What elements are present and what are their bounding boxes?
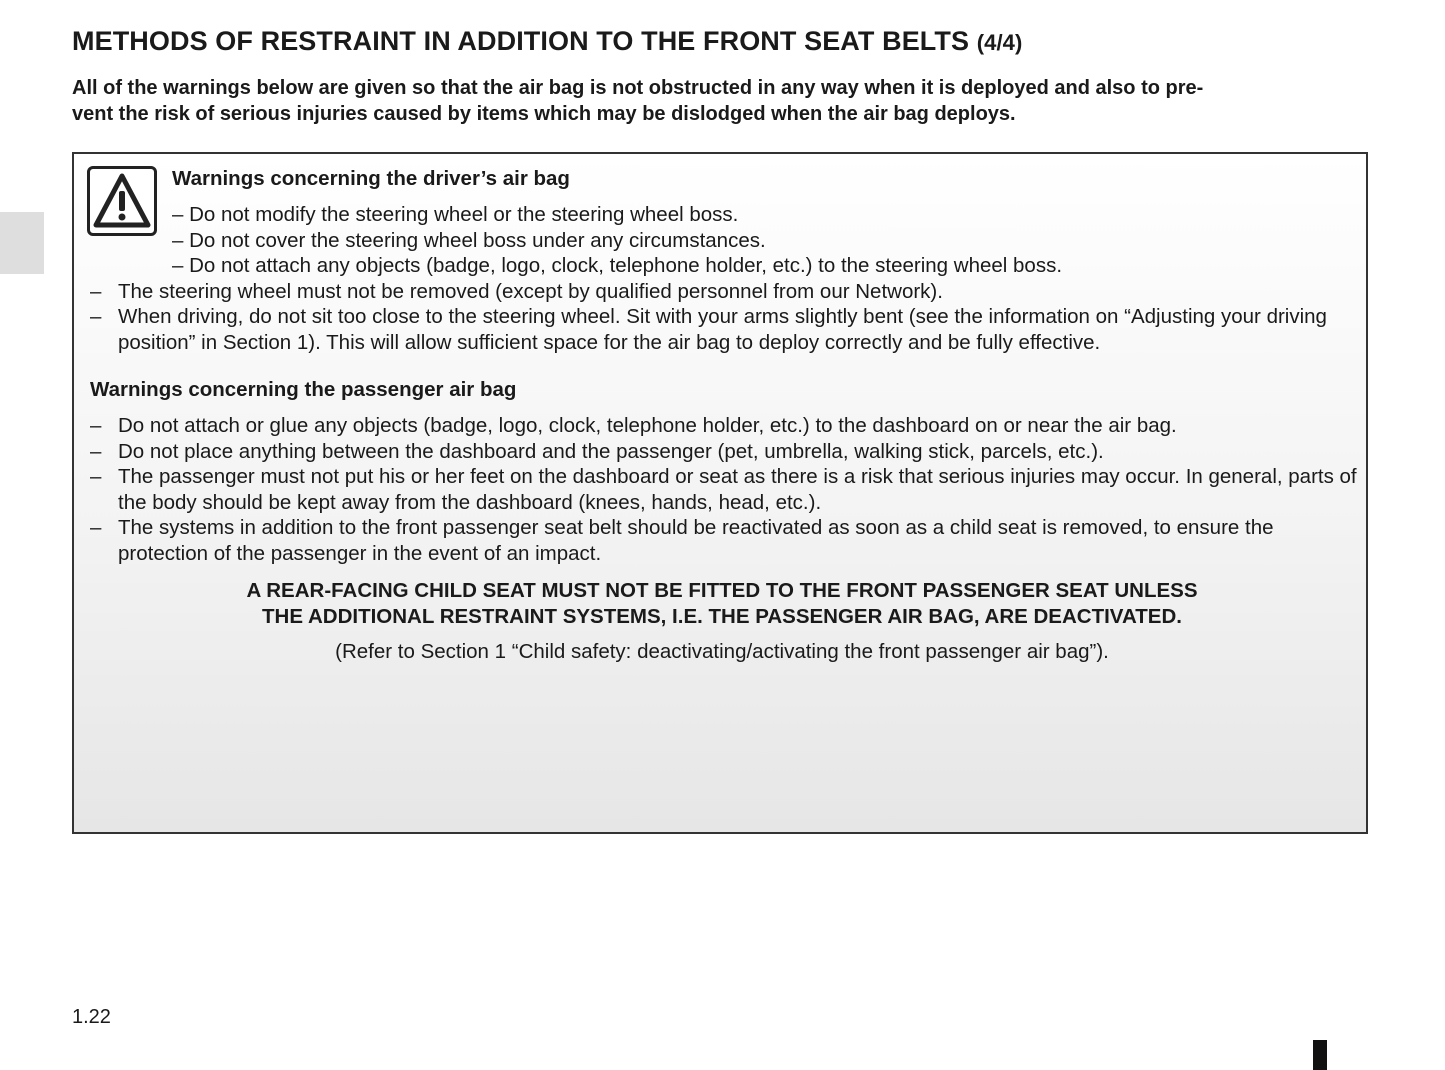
dash-marker: –: [90, 516, 102, 539]
dash-marker: –: [90, 280, 102, 303]
child-seat-warning-line-1: A REAR-FACING CHILD SEAT MUST NOT BE FITTED TO THE FRONT PASSENGER SEAT UNLESS: [246, 579, 1198, 602]
warning-triangle-icon: [87, 166, 157, 236]
passenger-item-2-text: Do not place anything between the dashboard and the passenger (pet, umbrella, walking stick, parcels, etc.).: [118, 440, 1104, 463]
page-title: [72, 26, 1022, 57]
dash-marker: –: [90, 305, 102, 328]
passenger-airbag-heading: Warnings concerning the passenger air bag: [90, 378, 517, 401]
section-thumb-tab: [0, 212, 44, 274]
intro-line-1: All of the warnings below are given so that the air bag is not obstructed in any way when it is deployed and also to pre-: [72, 77, 1204, 99]
driver-item-1: – Do not modify the steering wheel or the steering wheel boss.: [172, 203, 739, 226]
driver-item-2: – Do not cover the steering wheel boss under any circumstances.: [172, 229, 766, 252]
driver-item-3: – Do not attach any objects (badge, logo, clock, telephone holder, etc.) to the steering wheel boss.: [172, 254, 1063, 277]
intro-line-2: vent the risk of serious injuries caused by items which may be dislodged when the air bag deploys.: [72, 102, 1016, 125]
dash-marker: –: [90, 465, 102, 488]
page-title-text: METHODS OF RESTRAINT IN ADDITION TO THE FRONT SEAT BELTS: [72, 26, 970, 56]
intro-paragraph: [72, 76, 1382, 127]
warning-box: [72, 152, 1368, 834]
page-part-indicator: (4/4): [976, 30, 1023, 55]
driver-note-2-text: When driving, do not sit too close to the steering wheel. Sit with your arms slightly bent (see the information on “Adjusting your driving position” in Section 1). This will allow sufficient space for the air bag to deploy correctly and be fully effective.: [118, 305, 1327, 354]
child-seat-warning-line-2: THE ADDITIONAL RESTRAINT SYSTEMS, I.E. THE PASSENGER AIR BAG, ARE DEACTIVATED.: [262, 604, 1182, 628]
passenger-item-2: [90, 439, 1360, 465]
passenger-item-4-text: The systems in addition to the front passenger seat belt should be reactivated as soon as a child seat is removed, to ensure the protection of the passenger in the event of an impact.: [118, 516, 1274, 565]
section-reference-note: (Refer to Section 1 “Child safety: deactivating/activating the front passenger air bag”).: [335, 640, 1109, 663]
passenger-item-4: [90, 515, 1360, 566]
page-number: 1.22: [72, 1006, 111, 1028]
passenger-item-3: [90, 464, 1360, 515]
dash-marker: –: [90, 414, 102, 437]
dash-marker: –: [90, 440, 102, 463]
driver-note-1-text: The steering wheel must not be removed (except by qualified personnel from our Network).: [118, 280, 943, 303]
driver-note-2: [90, 304, 1360, 355]
passenger-item-1: [90, 413, 1360, 439]
page-corner-mark: [1313, 1040, 1327, 1070]
child-seat-warning: [74, 578, 1370, 629]
passenger-item-3-text: The passenger must not put his or her feet on the dashboard or seat as there is a risk that serious injuries may occur. In general, parts of the body should be kept away from the dashboard (knees, hands, head, etc.).: [118, 465, 1357, 514]
driver-airbag-heading: Warnings concerning the driver’s air bag: [172, 167, 570, 190]
driver-note-1: [90, 279, 1360, 305]
passenger-item-1-text: Do not attach or glue any objects (badge, logo, clock, telephone holder, etc.) to the dashboard on or near the air bag.: [118, 414, 1177, 437]
